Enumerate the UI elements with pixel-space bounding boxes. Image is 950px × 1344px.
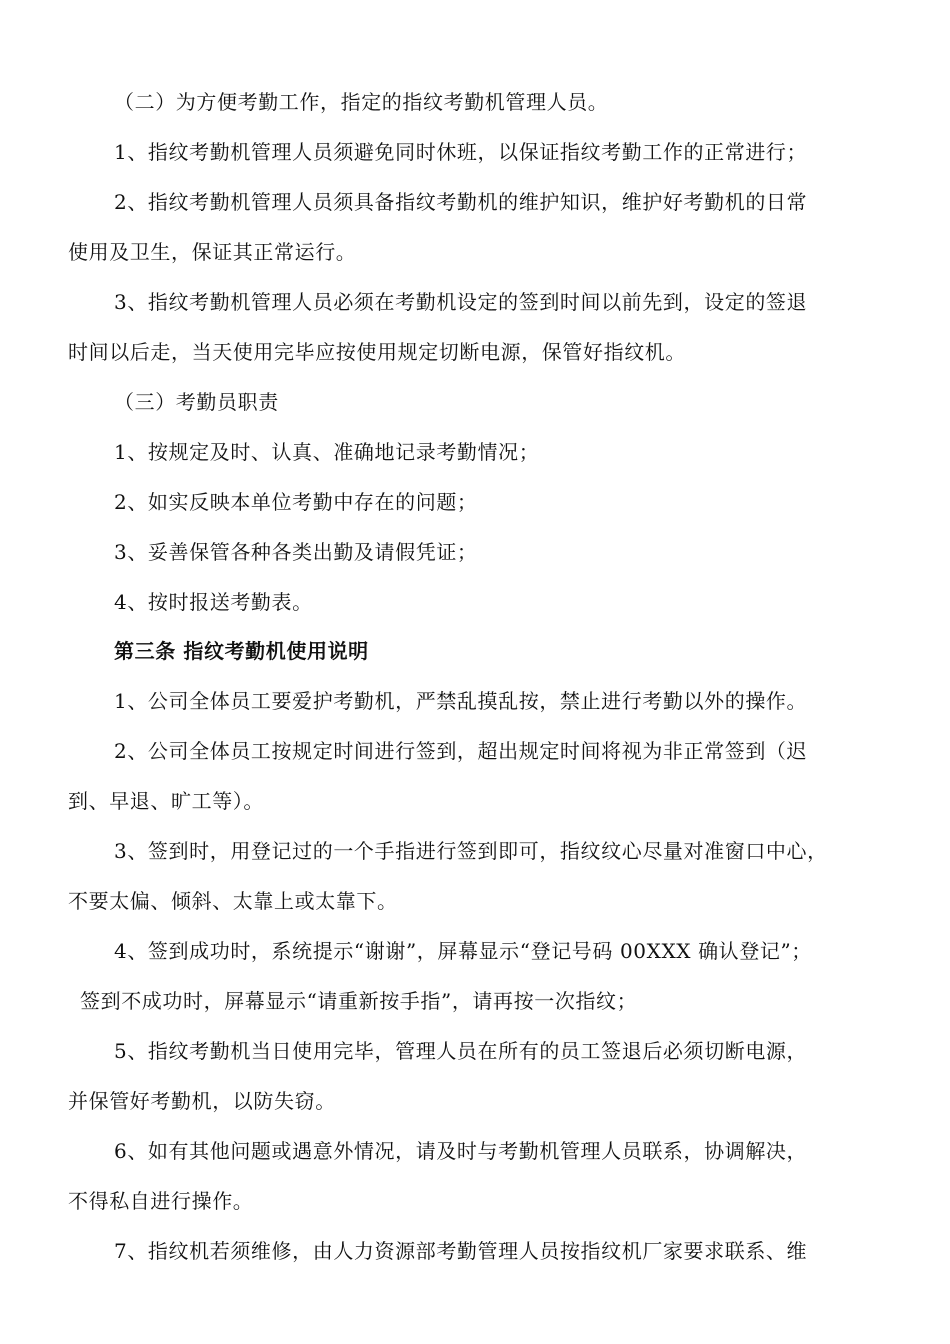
- paragraph-line: 3、妥善保管各种各类出勤及请假凭证；: [114, 540, 478, 564]
- paragraph-line: 不得私自进行操作。: [68, 1189, 254, 1213]
- paragraph-line: 5、指纹考勤机当日使用完毕，管理人员在所有的员工签退后必须切断电源，: [114, 1039, 808, 1063]
- paragraph-line: 1、按规定及时、认真、准确地记录考勤情况；: [114, 440, 540, 464]
- paragraph-line: 4、签到成功时，系统提示“谢谢”，屏幕显示“登记号码 00XXX 确认登记”；: [114, 939, 812, 963]
- paragraph-line: 不要太偏、倾斜、太靠上或太靠下。: [68, 889, 398, 913]
- paragraph-line: 2、公司全体员工按规定时间进行签到，超出规定时间将视为非正常签到（迟: [114, 739, 808, 763]
- paragraph-line: 1、指纹考勤机管理人员须避免同时休班，以保证指纹考勤工作的正常进行；: [114, 140, 808, 164]
- article-three-title: 第三条 指纹考勤机使用说明: [114, 639, 369, 663]
- paragraph-line: 使用及卫生，保证其正常运行。: [68, 240, 357, 264]
- section-two-heading: （二）为方便考勤工作，指定的指纹考勤机管理人员。: [114, 90, 609, 114]
- paragraph-line: 6、如有其他问题或遇意外情况，请及时与考勤机管理人员联系，协调解决，: [114, 1139, 808, 1163]
- paragraph-line: 1、公司全体员工要爱护考勤机，严禁乱摸乱按，禁止进行考勤以外的操作。: [114, 689, 808, 713]
- paragraph-line: 到、早退、旷工等）。: [68, 789, 264, 813]
- paragraph-line: 3、签到时，用登记过的一个手指进行签到即可，指纹纹心尽量对准窗口中心，: [114, 839, 828, 863]
- paragraph-line: 2、如实反映本单位考勤中存在的问题；: [114, 490, 478, 514]
- paragraph-line: 7、指纹机若须维修，由人力资源部考勤管理人员按指纹机厂家要求联系、维: [114, 1239, 808, 1263]
- paragraph-line: 4、按时报送考勤表。: [114, 590, 313, 614]
- paragraph-line: 2、指纹考勤机管理人员须具备指纹考勤机的维护知识，维护好考勤机的日常: [114, 190, 808, 214]
- paragraph-line: 签到不成功时，屏幕显示“请重新按手指”，请再按一次指纹；: [80, 989, 638, 1013]
- paragraph-line: 时间以后走，当天使用完毕应按使用规定切断电源，保管好指纹机。: [68, 340, 686, 364]
- section-three-heading: （三）考勤员职责: [114, 390, 279, 414]
- paragraph-line: 并保管好考勤机，以防失窃。: [68, 1089, 336, 1113]
- paragraph-line: 3、指纹考勤机管理人员必须在考勤机设定的签到时间以前先到，设定的签退: [114, 290, 808, 314]
